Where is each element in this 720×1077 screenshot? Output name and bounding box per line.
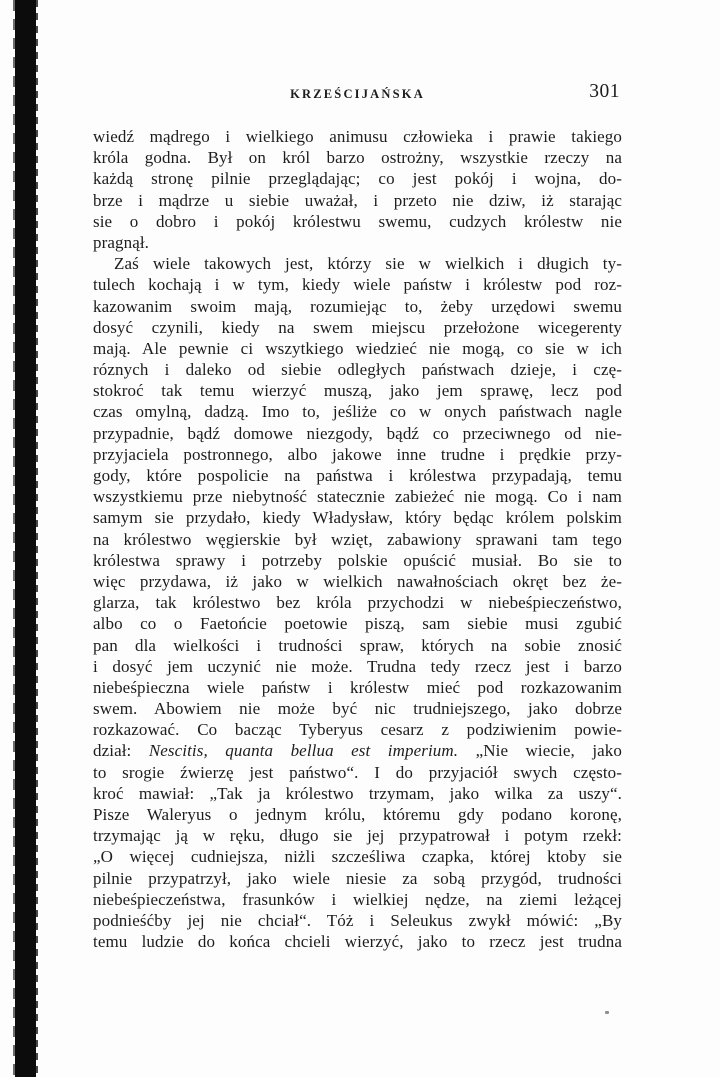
text-line: [93, 783, 622, 804]
text-segment: przypadnie, bądź domowe niezgody, bądź co przeciwnego od nie-: [93, 423, 622, 443]
text-line: [93, 931, 622, 952]
text-segment: króla godna. Był on król barzo ostrożny, wszystkie rzeczy na: [93, 148, 622, 168]
text-line: [93, 719, 622, 740]
text-segment: rozkazować. Co bacząc Tyberyus cesarz z podziwienim powie-: [93, 720, 622, 740]
latin-quote-italic: Nescitis, quanta bellua est imperium.: [148, 741, 459, 761]
text-line: [93, 380, 622, 401]
text-line: [93, 889, 622, 910]
text-line: [93, 190, 622, 211]
text-line: [93, 168, 622, 189]
text-segment: stokroć tak temu wierzyć muszą, jako jem sprawę, lecz pod: [93, 381, 622, 401]
text-segment: pilnie przypatrzył, jako wiele niesie za sobą przygód, trudności: [93, 868, 622, 888]
text-line: [93, 571, 622, 592]
text-line: [93, 677, 622, 698]
text-segment: przyjaciela postronnego, albo jakowe inne trudne i prędkie przy-: [93, 444, 622, 464]
text-segment: róznych i daleko od siebie odległych państwach dzieje, i czę-: [93, 360, 622, 380]
text-line: [93, 635, 622, 656]
page-number: 301: [589, 81, 620, 102]
text-segment: pragnął.: [93, 232, 150, 252]
text-line: [93, 762, 622, 783]
text-line: [93, 486, 622, 507]
running-title: KRZEŚCIJAŃSKA: [290, 87, 425, 101]
text-line: [93, 613, 622, 634]
text-segment: sie o dobro i pokój królestwu swemu, cudzych królestw nie: [93, 211, 622, 231]
text-line: [93, 126, 622, 147]
text-segment: temu ludzie do końca chcieli wierzyć, jako to rzecz jest trudna: [93, 932, 622, 952]
text-segment: „Nie wiecie, jako: [458, 741, 623, 761]
text-segment: więc przydawa, iż jako w wielkich nawałnościach okręt bez że-: [93, 571, 622, 591]
text-segment: czas omylną, dadzą. Imo to, jeśliże co w onych państwach nagle: [93, 402, 622, 422]
text-segment: gody, które pospolicie na państwa i królestwa przypadają, temu: [93, 466, 622, 485]
text-segment: samym sie przydało, kiedy Władysław, który będąc królem polskim: [93, 508, 622, 528]
text-line: [93, 825, 622, 846]
text-segment: kazowanim swoim mają, rozumiejąc to, żeby urzędowi swemu: [93, 296, 622, 316]
text-line: [93, 253, 622, 274]
text-line: [93, 846, 622, 867]
text-segment: niebeśpieczna wiele państw i królestw mieć pod rozkazowanim: [93, 677, 622, 697]
scan-speck: [605, 1011, 609, 1014]
text-line: [93, 274, 622, 295]
text-line: [93, 529, 622, 550]
body-text: [93, 126, 622, 952]
text-segment: trzymając ją w ręku, długo sie jej przypatrował i potym rzekł:: [93, 826, 622, 846]
text-line: [93, 740, 622, 761]
text-segment: na królestwo węgierskie był wzięt, zabawiony sprawani tam tego: [93, 529, 622, 549]
text-line: [93, 550, 622, 571]
text-segment: każdą stronę pilnie przeglądając; co jest pokój i wojna, do-: [93, 169, 622, 189]
text-line: [93, 296, 622, 317]
text-segment: tulech kochają i w tym, kiedy wiele państw i królestw pod roz-: [93, 275, 622, 295]
text-line: [93, 423, 622, 444]
text-line: [93, 211, 622, 232]
text-line: [93, 804, 622, 825]
text-segment: wszystkiemu prze niebytność statecznie zabieżeć nie mogą. Co i nam: [93, 487, 622, 507]
text-line: [93, 656, 622, 677]
text-segment: Pisze Waleryus o jednym królu, któremu gdy podano koronę,: [93, 805, 622, 824]
text-segment: i dosyć jem uczynić nie może. Trudna tedy rzecz jest i barzo: [93, 656, 622, 676]
text-line: [93, 592, 622, 613]
text-line: [93, 698, 622, 719]
text-line: [93, 465, 622, 486]
text-line: [93, 444, 622, 465]
text-line: [93, 317, 622, 338]
text-segment: dosyć czynili, kiedy na swem miejscu przełożone wicegerenty: [93, 317, 622, 337]
text-segment: niebeśpieczeństwa, frasunków i wielkiej nędze, na ziemi leżącej: [93, 889, 622, 909]
text-line: [93, 338, 622, 359]
text-line: [93, 401, 622, 422]
text-segment: to srogie źwierzę jest państwo“. I do przyjaciół swych często-: [93, 762, 622, 782]
text-segment: mają. Ale pewnie ci wszytkiego wiedzieć nie mogą, co sie w ich: [93, 338, 622, 358]
text-line: [93, 507, 622, 528]
text-segment: pan dla wielkości i trudności spraw, których na sobie znosić: [93, 635, 622, 655]
text-segment: podnieśćby jej nie chciał“. Tóż i Seleukus zwykł mówić: „By: [93, 910, 622, 930]
text-line: [93, 147, 622, 168]
text-segment: kroć mawiał: „Tak ja królestwo trzymam, jako wilka za uszy“.: [93, 783, 622, 803]
text-line: [93, 232, 622, 253]
text-segment: swem. Abowiem nie może być nic trudniejszego, jako dobrze: [93, 699, 622, 719]
text-line: [93, 868, 622, 889]
text-segment: Zaś wiele takowych jest, którzy sie w wielkich i długich ty-: [114, 254, 622, 274]
text-segment: dział:: [93, 741, 149, 761]
text-segment: „O więcej cudniejsza, niżli szcześliwa czapka, której ktoby sie: [93, 847, 622, 867]
scan-gutter-bar: [15, 0, 36, 1077]
text-line: [93, 910, 622, 931]
text-segment: glarza, tak królestwo bez króla przychodzi w niebeśpieczeństwo,: [93, 593, 622, 613]
text-line: [93, 359, 622, 380]
text-segment: albo co o Faetońcie poetowie piszą, sam siebie musi zgubić: [93, 614, 622, 634]
text-segment: brze i mądrze u siebie uważał, i przeto nie dziw, iż starając: [93, 190, 622, 210]
page-header: [93, 81, 622, 106]
text-segment: wiedź mądrego i wielkiego animusu człowieka i prawie takiego: [93, 127, 622, 146]
text-segment: królestwa sprawy i potrzeby polskie opuścić musiał. Bo sie to: [93, 550, 622, 570]
